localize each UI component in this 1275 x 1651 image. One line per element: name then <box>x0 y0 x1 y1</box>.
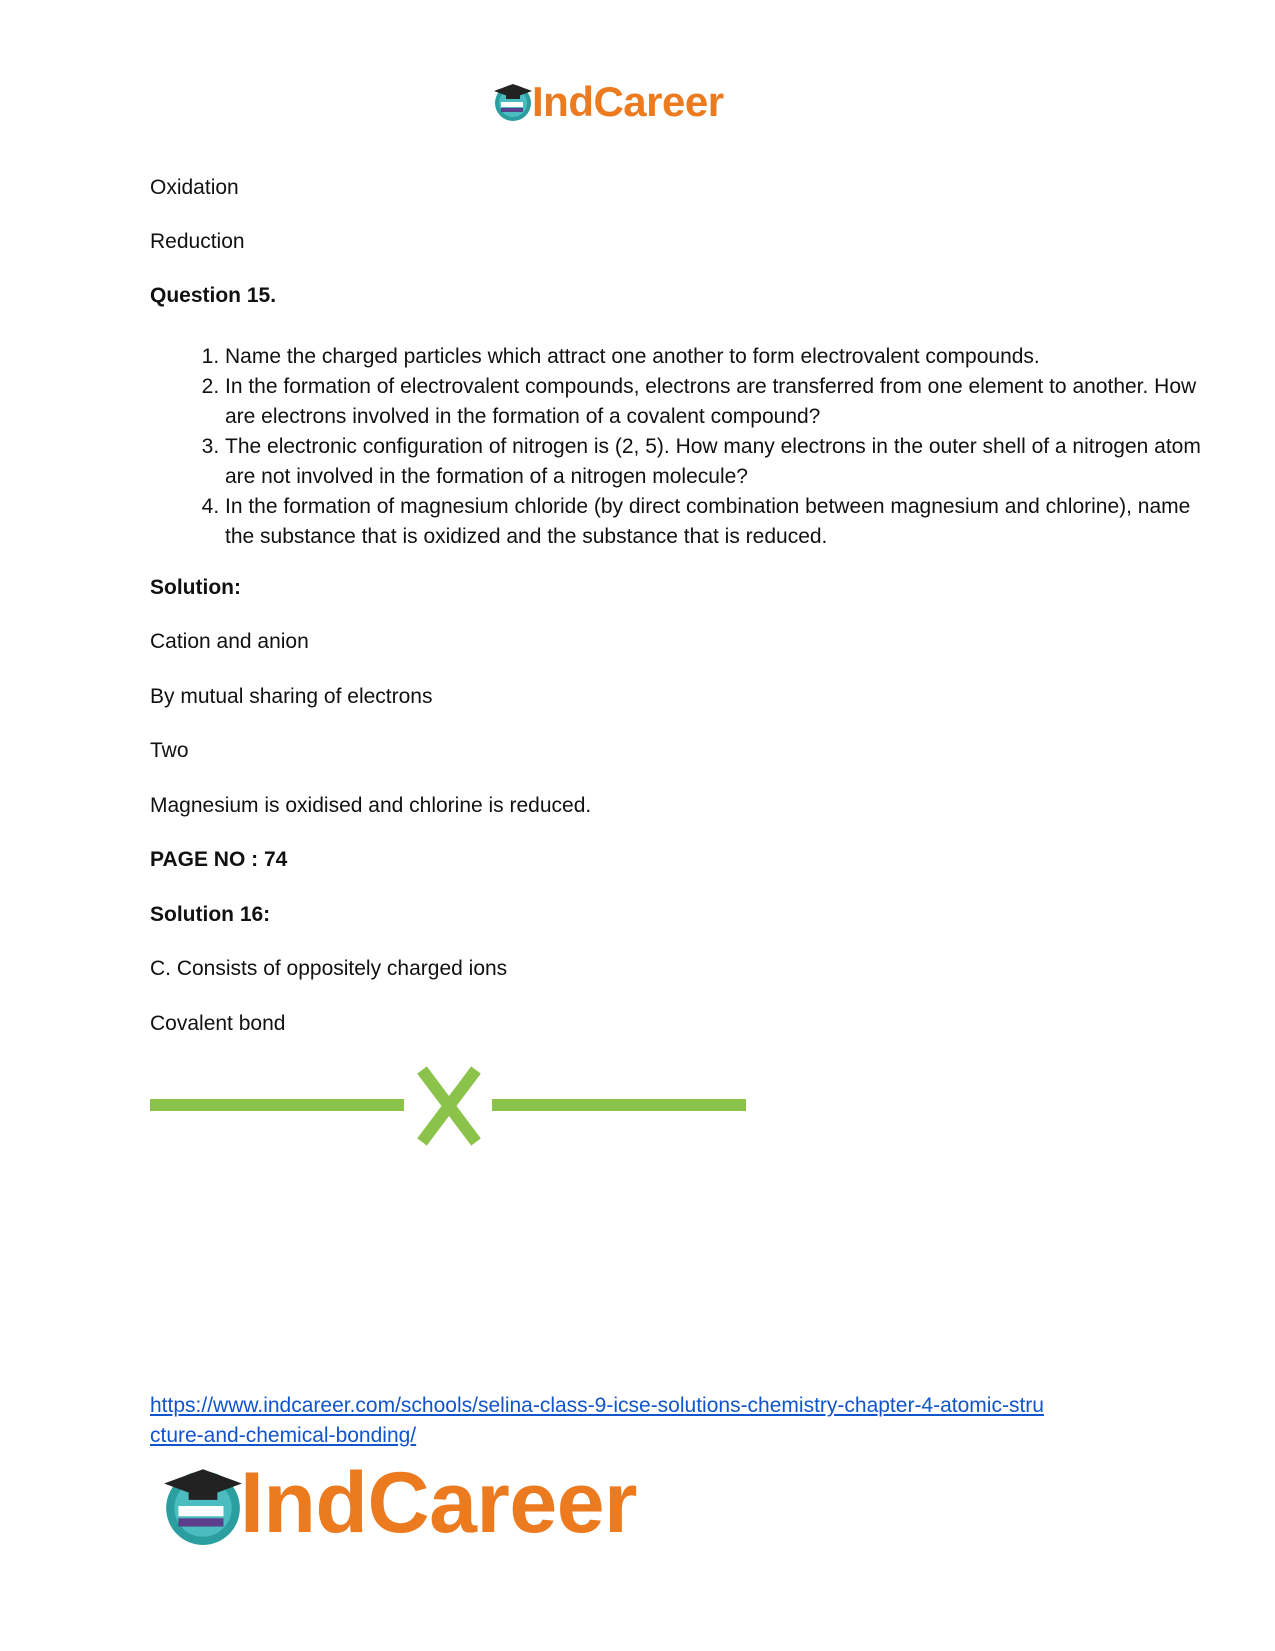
graduation-globe-icon <box>492 80 534 122</box>
answer-oxidation: Oxidation <box>150 176 239 199</box>
question-item: 4. In the formation of magnesium chloride (by direct combination between magnesium and chlorine), name the substance that is oxidized and the substance that is reduced. <box>225 492 1205 552</box>
answer-line: Magnesium is oxidised and chlorine is reduced. <box>150 794 592 817</box>
question-item: 2. In the formation of electrovalent compounds, electrons are transferred from one element to another. How are electrons involved in the formation of a covalent compound? <box>225 372 1205 432</box>
question-item: 1. Name the charged particles which attract one another to form electrovalent compounds. <box>225 342 1205 372</box>
answer-line: By mutual sharing of electrons <box>150 685 433 708</box>
answer-line: Covalent bond <box>150 1012 286 1035</box>
header-brand-text: IndCareer <box>532 78 724 125</box>
header-logo <box>492 78 772 126</box>
answer-reduction: Reduction <box>150 230 245 253</box>
question-list <box>150 342 1205 552</box>
footer-url-line-2: cture-and-chemical-bonding/ <box>150 1424 417 1447</box>
footer-link-block <box>150 1391 1140 1451</box>
answer-line: Cation and anion <box>150 630 309 653</box>
question-item: 3. The electronic configuration of nitrogen is (2, 5). How many electrons in the outer shell of a nitrogen atom are not involved in the formation of a nitrogen molecule? <box>225 432 1205 492</box>
question-heading: Question 15. <box>150 284 277 307</box>
footer-logo <box>160 1455 720 1555</box>
solution-heading: Solution: <box>150 576 241 599</box>
page-number: PAGE NO : 74 <box>150 848 288 871</box>
answer-line: Two <box>150 739 189 762</box>
divider-x-icon <box>150 1066 750 1146</box>
footer-brand-text: IndCareer <box>240 1455 637 1551</box>
graduation-globe-icon <box>160 1461 246 1547</box>
footer-url-link[interactable] <box>150 1394 1044 1447</box>
footer-url-line-1: https://www.indcareer.com/schools/selina-class-9-icse-solutions-chemistry-chapter-4-atomic-stru <box>150 1394 1044 1417</box>
solution16-heading: Solution 16: <box>150 903 271 926</box>
answer-line: C. Consists of oppositely charged ions <box>150 957 508 980</box>
